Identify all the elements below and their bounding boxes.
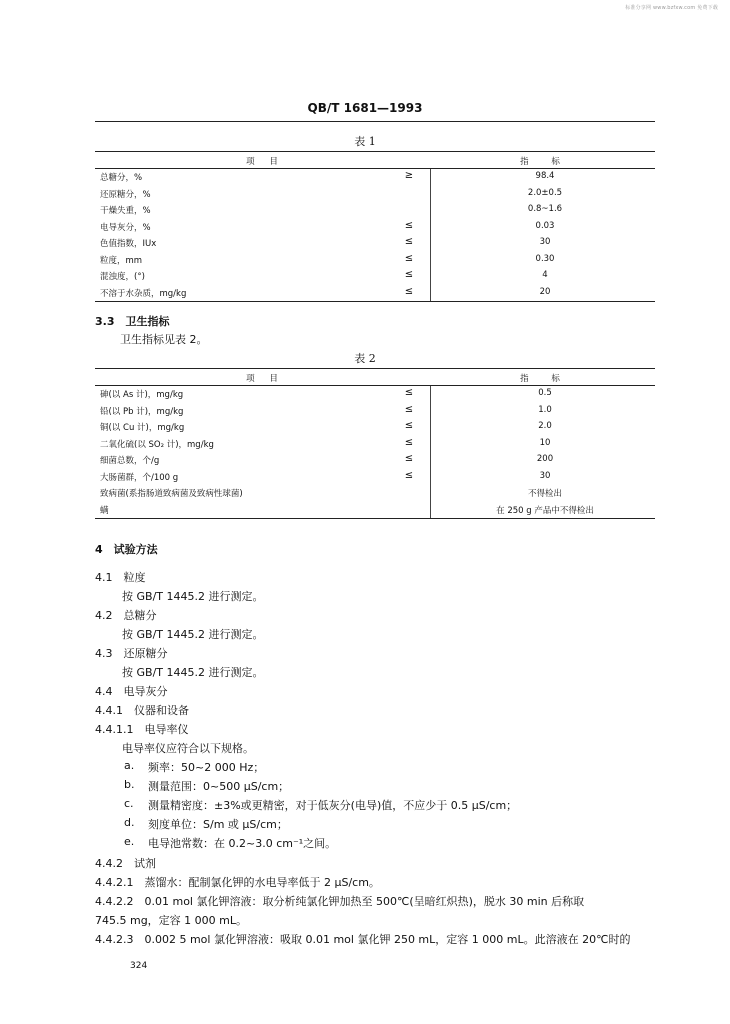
row-indicator-value: 0.03 [535,220,555,231]
list-label-a: a. [124,759,135,772]
section-4-4-2-2: 4.4.2.2 0.01 mol 氯化钾溶液：取分析纯氯化钾加热至 500℃(呈暗红炽热)，脱水 30 min 后称取 [95,895,585,908]
section-4-title: 4 试验方法 [95,543,158,556]
header-rule [95,121,655,122]
row-indicator-value: 0.8~1.6 [527,204,563,214]
page-number: 324 [130,961,148,971]
section-4-3-title: 4.3 还原糖分 [95,647,168,660]
list-label-e: e. [124,835,135,848]
column-separator [430,169,431,301]
section-4-4-1-title: 4.4.1 仪器和设备 [95,704,189,717]
row-item-name: 砷(以 As 计)，mg/kg [100,390,184,400]
row-item-name: 大肠菌群，个/100 g [100,472,179,483]
table-row [95,268,655,285]
section-4-4-1-1-title: 4.4.1.1 电导率仪 [95,723,189,736]
row-indicator-value: 在 250 g 产品中不得检出 [496,505,594,516]
row-item-name: 二氧化硫(以 SO₂ 计)，mg/kg [100,439,214,450]
row-operator: ≤ [404,252,414,264]
row-item-name: 还原糖分，% [100,189,151,200]
table1-body [95,169,655,302]
table-row [95,436,655,453]
table1 [95,151,655,302]
row-operator: ≤ [404,269,414,280]
row-item-name: 电导灰分，% [100,222,151,233]
row-indicator-value: 20 [539,286,551,297]
list-label-c: c. [124,797,134,810]
table-row [95,502,655,519]
section-4-2-title: 4.2 总糖分 [95,609,157,622]
row-indicator-value: 30 [539,237,551,247]
table2-col-indicator: 指 标 [520,374,570,384]
row-operator: ≤ [404,285,414,297]
row-indicator-value: 1.0 [538,404,552,415]
table-row [95,235,655,252]
row-operator: ≥ [404,170,414,181]
row-indicator-value: 10 [539,437,551,448]
section-4-4-2-1: 4.4.2.1 蒸馏水：配制氯化钾的水电导率低于 2 μS/cm。 [95,876,380,889]
row-indicator-value: 4 [542,270,548,280]
row-item-name: 干燥失重，% [100,206,151,216]
row-item-name: 粒度，mm [100,255,143,266]
table-row [95,252,655,269]
table1-header [95,151,655,169]
column-separator [430,386,431,518]
section-3-3-title: 3.3 卫生指标 [95,315,170,328]
table-row [95,202,655,219]
table-row [95,186,655,203]
row-operator: ≤ [404,453,414,464]
table-row [95,285,655,302]
row-item-name: 铅(以 Pb 计)，mg/kg [100,406,184,417]
section-4-4-title: 4.4 电导灰分 [95,685,168,698]
row-indicator-value: 不得检出 [527,489,562,499]
table1-col-item: 项 目 [246,157,284,167]
list-item-c: 测量精密度：±3%或更精密，对于低灰分(电导)值，不应少于 0.5 μS/cm； [148,799,518,812]
table-row [95,469,655,486]
table-row [95,169,655,186]
standard-code: QB/T 1681—1993 [307,101,423,115]
list-item-d: 刻度单位：S/m 或 μS/cm； [148,818,288,831]
row-item-name: 铜(以 Cu 计)，mg/kg [100,423,185,433]
row-item-name: 不溶于水杂质，mg/kg [100,288,187,299]
row-item-name: 致病菌(系指肠道致病菌及致病性球菌) [100,489,243,499]
table1-col-indicator: 指 标 [520,157,570,167]
section-4-4-1-1-body: 电导率仪应符合以下规格。 [122,742,254,755]
row-operator: ≤ [404,420,414,431]
section-4-4-2-3: 4.4.2.3 0.002 5 mol 氯化钾溶液：吸取 0.01 mol 氯化钾 250 mL，定容 1 000 mL。此溶液在 20℃时的 [95,933,631,946]
row-operator: ≤ [404,436,414,448]
table-row [95,485,655,502]
table2 [95,368,655,519]
row-item-name: 总糖分，% [100,173,143,183]
row-operator: ≤ [404,236,414,247]
table-row [95,403,655,420]
row-indicator-value: 0.5 [538,388,552,398]
list-item-b: 测量范围：0~500 μS/cm； [148,780,290,793]
row-item-name: 细菌总数，个/g [100,456,160,466]
table2-col-item: 项 目 [246,374,284,384]
section-3-3-body: 卫生指标见表 2。 [120,333,208,346]
row-item-name: 色值指数，IUx [100,239,157,249]
table2-body [95,386,655,519]
list-item-e: 电导池常数：在 0.2~3.0 cm⁻¹之间。 [148,837,337,850]
section-4-1-body: 按 GB/T 1445.2 进行测定。 [122,590,264,603]
section-4-3-body: 按 GB/T 1445.2 进行测定。 [122,666,264,679]
list-label-b: b. [124,778,135,791]
section-4-2-body: 按 GB/T 1445.2 进行测定。 [122,628,264,641]
table2-header [95,368,655,386]
row-indicator-value: 2.0±0.5 [527,187,563,198]
table-row [95,419,655,436]
row-indicator-value: 2.0 [538,421,552,431]
row-operator: ≤ [404,387,414,398]
section-4-1-title: 4.1 粒度 [95,571,146,584]
row-indicator-value: 30 [539,470,551,481]
table1-caption: 表 1 [354,135,376,148]
table2-caption: 表 2 [354,352,376,365]
list-label-d: d. [124,816,135,829]
row-indicator-value: 200 [536,454,554,464]
table-row [95,452,655,469]
row-item-name: 混浊度，(°) [100,272,145,282]
row-indicator-value: 98.4 [535,171,555,181]
table-row [95,386,655,403]
section-4-4-2-title: 4.4.2 试剂 [95,857,156,870]
watermark: 标准分享网 www.bzfxw.com 免费下载 [625,5,718,11]
row-indicator-value: 0.30 [535,253,555,264]
row-item-name: 螨 [100,505,109,516]
table-row [95,219,655,236]
list-item-a: 频率：50~2 000 Hz； [148,761,265,774]
row-operator: ≤ [404,469,414,481]
row-operator: ≤ [404,219,414,231]
section-4-4-2-2-cont: 745.5 mg，定容 1 000 mL。 [95,914,248,927]
row-operator: ≤ [404,403,414,415]
